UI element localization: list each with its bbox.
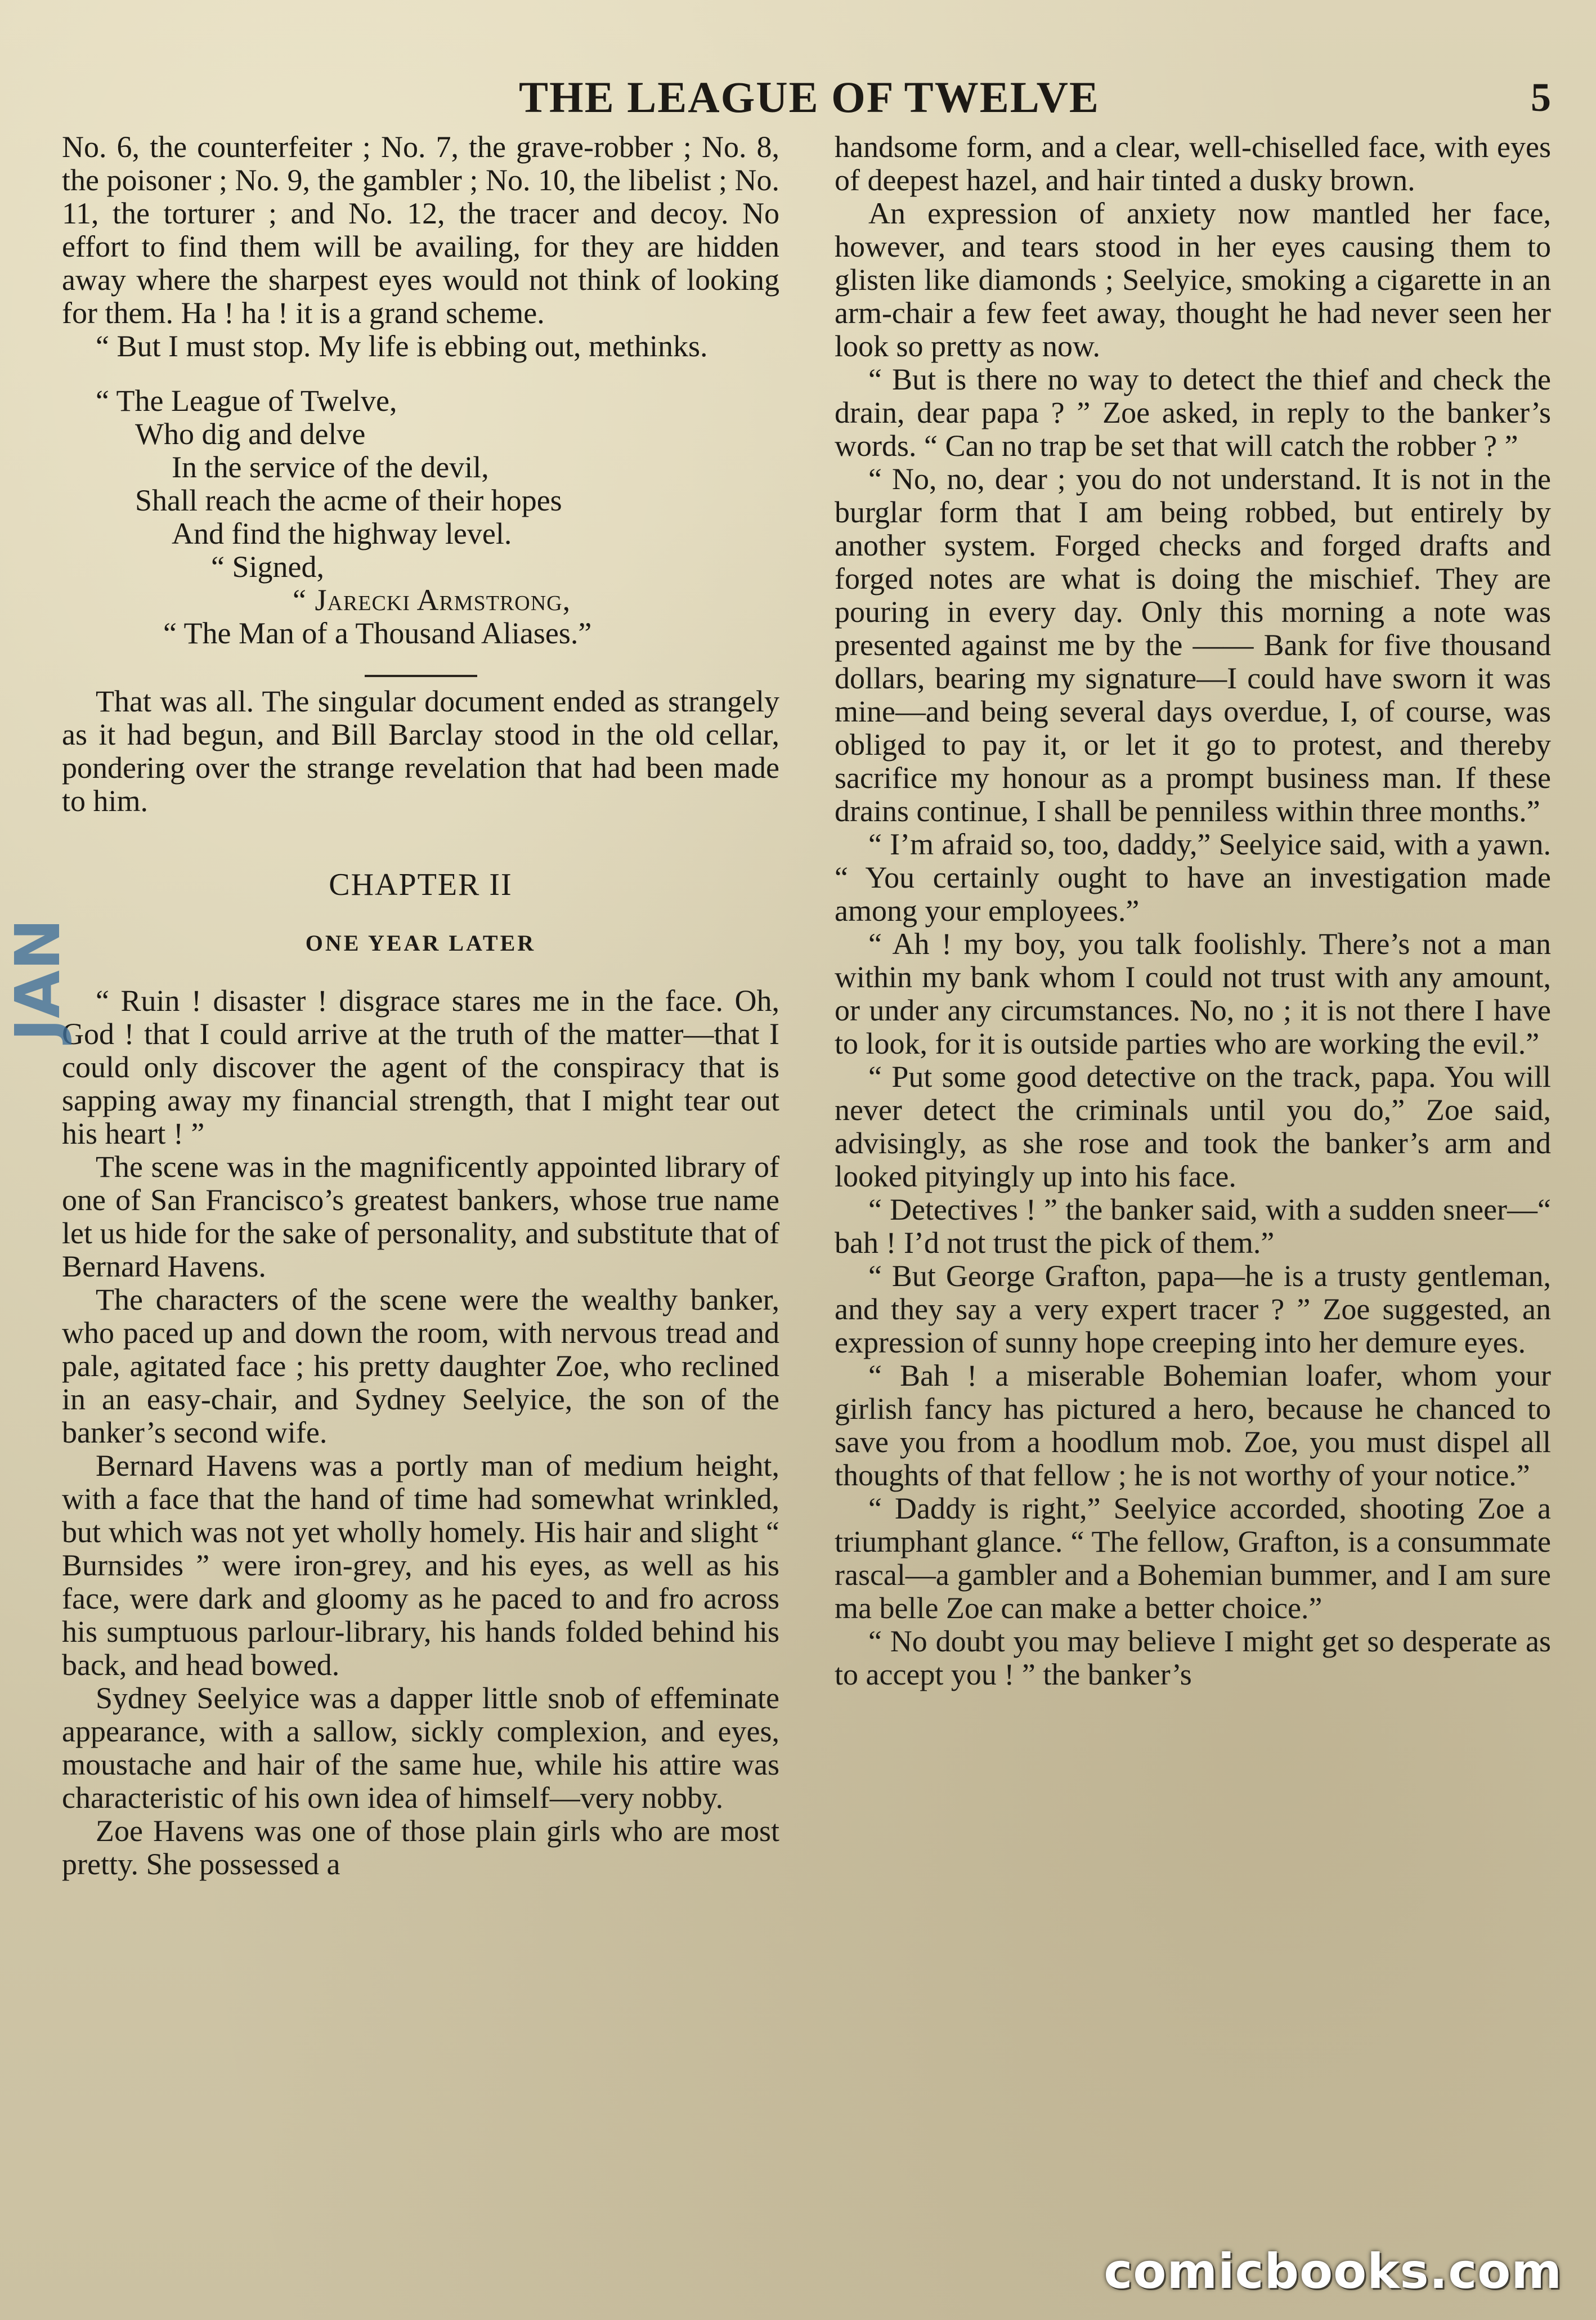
paragraph: “ Put some good detective on the track, papa. You will never detect the criminals until you do,” Zoe said, advisingly, as she rose and took the banker’s arm and looked pityingly up into his face. — [835, 1060, 1551, 1193]
paragraph: “ No doubt you may believe I might get so desperate as to accept you ! ” the banker’s — [835, 1624, 1551, 1691]
page-number: 5 — [1531, 75, 1551, 120]
chapter-heading: CHAPTER II — [329, 867, 513, 902]
verse-block — [62, 384, 779, 650]
paragraph: “ But I must stop. My life is ebbing out, methinks. — [96, 329, 708, 363]
watermark: comicbooks.com — [1104, 2243, 1562, 2300]
paragraph: An expression of anxiety now mantled her face, however, and tears stood in her eyes causing them to glisten like diamonds ; Seelyice, smoking a cigarette in an arm-chair a few feet away, thought he had never seen her look so pretty as now. — [835, 196, 1551, 363]
page-header — [62, 66, 1557, 128]
paragraph: “ No, no, dear ; you do not understand. It is not in the burglar form that I am being robbed, but entirely by another system. Forged checks and forged drafts and forged notes are what is doing the mischief. They are pouring in every day. Only this morning a note was presented against me by the —— Bank for five thousand dollars, bearing my signature—I could have sworn it was mine—and being several days overdue, I, of course, was obliged to pay it, or let it go to protest, and thereby sacrifice my honour as a prompt business man. If these drains continue, I shall be penniless within three months.” — [835, 462, 1551, 828]
verse-line: “ The League of Twelve, — [96, 384, 397, 418]
paragraph: “ But George Grafton, papa—he is a trusty gentleman, and they say a very expert tracer ? ” Zoe suggested, an expression of sunny hope creeping into her demure eyes. — [835, 1259, 1551, 1359]
date-stamp-text: JAN — [2, 918, 74, 1041]
verse-line: “ Signed, — [211, 550, 324, 584]
paragraph: “ Ah ! my boy, you talk foolishly. There’s not a man within my bank whom I could not trust with any amount, or under any circumstances. No, no ; it is not there I have to look, for it is outside parties who are working the evil.” — [835, 927, 1551, 1060]
verse-line: In the service of the devil, — [172, 450, 489, 484]
paragraph: That was all. The singular document ended as strangely as it had begun, and Bill Barclay stood in the old cellar, pondering over the strange revelation that had been made to him. — [62, 684, 779, 818]
signature-line: “ Jarecki Armstrong, — [293, 583, 571, 617]
verse-line: Shall reach the acme of their hopes — [135, 483, 562, 517]
verse-line: Who dig and delve — [135, 417, 366, 451]
paragraph: “ Daddy is right,” Seelyice accorded, shooting Zoe a triumphant glance. “ The fellow, Grafton, is a consummate rascal—a gambler and a Bohemian bummer, and I am sure ma belle Zoe can make a better choice.” — [835, 1492, 1551, 1625]
running-title: THE LEAGUE OF TWELVE — [519, 73, 1100, 122]
paragraph: The scene was in the magnificently appointed library of one of San Francisco’s greatest bankers, whose true name let us hide for the sake of personality, and substitute that of Bernard Havens. — [62, 1150, 779, 1283]
paragraph: Sydney Seelyice was a dapper little snob of effeminate appearance, with a sallow, sickly complexion, and eyes, moustache and hair of the same hue, while his attire was characteristic of his own idea of himself—very nobby. — [62, 1681, 779, 1815]
paragraph: “ Ruin ! disaster ! disgrace stares me in the face. Oh, God ! that I could arrive at the truth of the matter—that I could only discover the agent of the conspiracy that is sapping away my financial strength, that I might tear out his heart ! ” — [62, 984, 779, 1150]
paragraph: The characters of the scene were the wealthy banker, who paced up and down the room, with nervous tread and pale, agitated face ; his pretty daughter Zoe, who reclined in an easy-chair, and Sydney Seelyice, the son of the banker’s second wife. — [62, 1283, 779, 1449]
section-divider — [365, 675, 477, 677]
paragraph: Zoe Havens was one of those plain girls who are most pretty. She possessed a — [62, 1814, 779, 1881]
paragraph: “ I’m afraid so, too, daddy,” Seelyice said, with a yawn. “ You certainly ought to have an investigation made among your employees.” — [835, 827, 1551, 928]
chapter-subtitle: ONE YEAR LATER — [305, 930, 536, 956]
paragraph: “ Detectives ! ” the banker said, with a sudden sneer—“ bah ! I’d not trust the pick of them.” — [835, 1193, 1551, 1260]
verse-line: And find the highway level. — [172, 517, 512, 550]
paragraph: No. 6, the counterfeiter ; No. 7, the grave-robber ; No. 8, the poisoner ; No. 9, the gambler ; No. 10, the libelist ; No. 11, the torturer ; and No. 12, the tracer and decoy. No effort to find them will be availing, for they are hidden away where the sharpest eyes would not think of looking for them. Ha ! ha ! it is a grand scheme. — [62, 130, 779, 330]
signature-line: “ The Man of a Thousand Aliases.” — [163, 616, 592, 650]
left-column — [62, 131, 779, 1881]
paragraph: Bernard Havens was a portly man of medium height, with a face that the hand of time had somewhat wrinkled, but which was not yet wholly homely. His hair and slight “ Burnsides ” were iron-grey, and his eyes, as well as his face, were dark and gloomy as he paced to and fro across his sumptuous parlour-library, his hands folded behind his back, and head bowed. — [62, 1449, 779, 1682]
right-column — [835, 131, 1551, 1691]
paragraph: handsome form, and a clear, well-chiselled face, with eyes of deepest hazel, and hair tinted a dusky brown. — [835, 130, 1551, 197]
paragraph: “ Bah ! a miserable Bohemian loafer, whom your girlish fancy has pictured a hero, because he chanced to save you from a hoodlum mob. Zoe, you must dispel all thoughts of that fellow ; he is not worthy of your notice.” — [835, 1359, 1551, 1492]
paragraph: “ But is there no way to detect the thief and check the drain, dear papa ? ” Zoe asked, in reply to the banker’s words. “ Can no trap be set that will catch the robber ? ” — [835, 362, 1551, 463]
date-stamp — [2, 918, 74, 1044]
